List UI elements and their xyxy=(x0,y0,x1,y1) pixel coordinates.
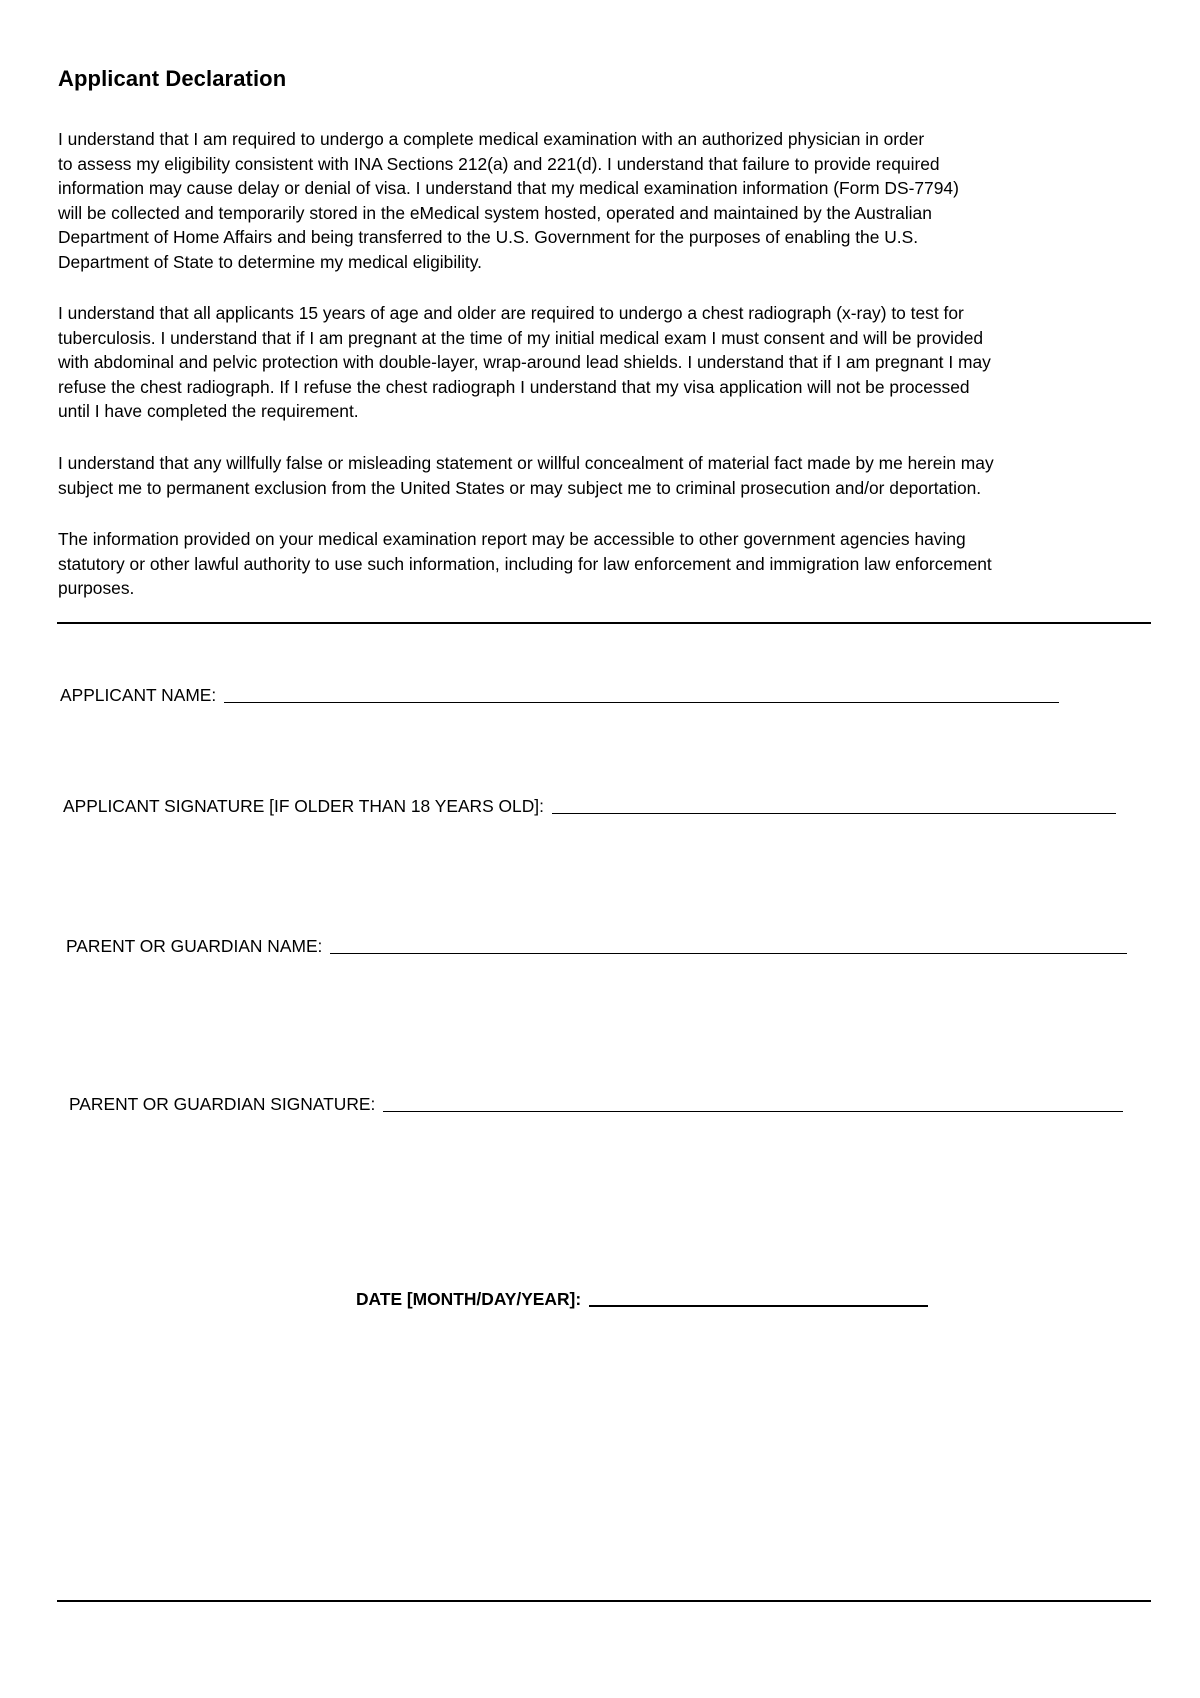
parent-guardian-name-input-line[interactable] xyxy=(330,953,1127,954)
date-input-line[interactable] xyxy=(589,1305,928,1307)
applicant-signature-input-line[interactable] xyxy=(552,813,1116,814)
declaration-paragraph-medical-exam: I understand that I am required to undergo a complete medical examination with an authorized physician in order to assess my eligibility consistent with INA Sections 212(a) and 221(d). I understand that failure to provide required information may cause delay or denial of visa. I understand that my medical examination information (Form DS-7794) will be collected and temporarily stored in the eMedical system hosted, operated and maintained by the Australian Department of Home Affairs and being transferred to the U.S. Government for the purposes of enabling the U.S. Department of State to determine my medical eligibility. xyxy=(58,129,959,272)
section-divider-top xyxy=(57,622,1151,624)
date-field xyxy=(356,1288,928,1310)
parent-guardian-signature-input-line[interactable] xyxy=(383,1111,1123,1112)
applicant-signature-field xyxy=(63,795,1116,817)
parent-guardian-signature-label: PARENT OR GUARDIAN SIGNATURE: xyxy=(69,1094,376,1114)
applicant-name-label: APPLICANT NAME: xyxy=(60,685,217,705)
declaration-title: Applicant Declaration xyxy=(58,66,287,91)
parent-guardian-name-label: PARENT OR GUARDIAN NAME: xyxy=(66,936,323,956)
applicant-name-field xyxy=(60,684,1059,706)
applicant-signature-label: APPLICANT SIGNATURE [IF OLDER THAN 18 YEARS OLD]: xyxy=(63,796,544,816)
parent-guardian-name-field xyxy=(66,935,1127,957)
parent-guardian-signature-field xyxy=(69,1093,1123,1115)
declaration-paragraph-false-statement: I understand that any willfully false or misleading statement or willful concealment of material fact made by me herein may subject me to permanent exclusion from the United States or may subject me to criminal prosecution and/or deportation. xyxy=(58,453,994,498)
declaration-paragraph-chest-radiograph: I understand that all applicants 15 years of age and older are required to undergo a chest radiograph (x-ray) to test for tuberculosis. I understand that if I am pregnant at the time of my initial medical exam I must consent and will be provided with abdominal and pelvic protection with double-layer, wrap-around lead shields. I understand that if I am pregnant I may refuse the chest radiograph. If I refuse the chest radiograph I understand that my visa application will not be processed until I have completed the requirement. xyxy=(58,303,991,421)
section-divider-bottom xyxy=(57,1600,1151,1602)
applicant-name-input-line[interactable] xyxy=(224,702,1059,703)
declaration-paragraph-information-sharing: The information provided on your medical examination report may be accessible to other government agencies having statutory or other lawful authority to use such information, including for law enforcement and immigration law enforcement purposes. xyxy=(58,529,992,598)
date-label: DATE [MONTH/DAY/YEAR]: xyxy=(356,1289,582,1309)
